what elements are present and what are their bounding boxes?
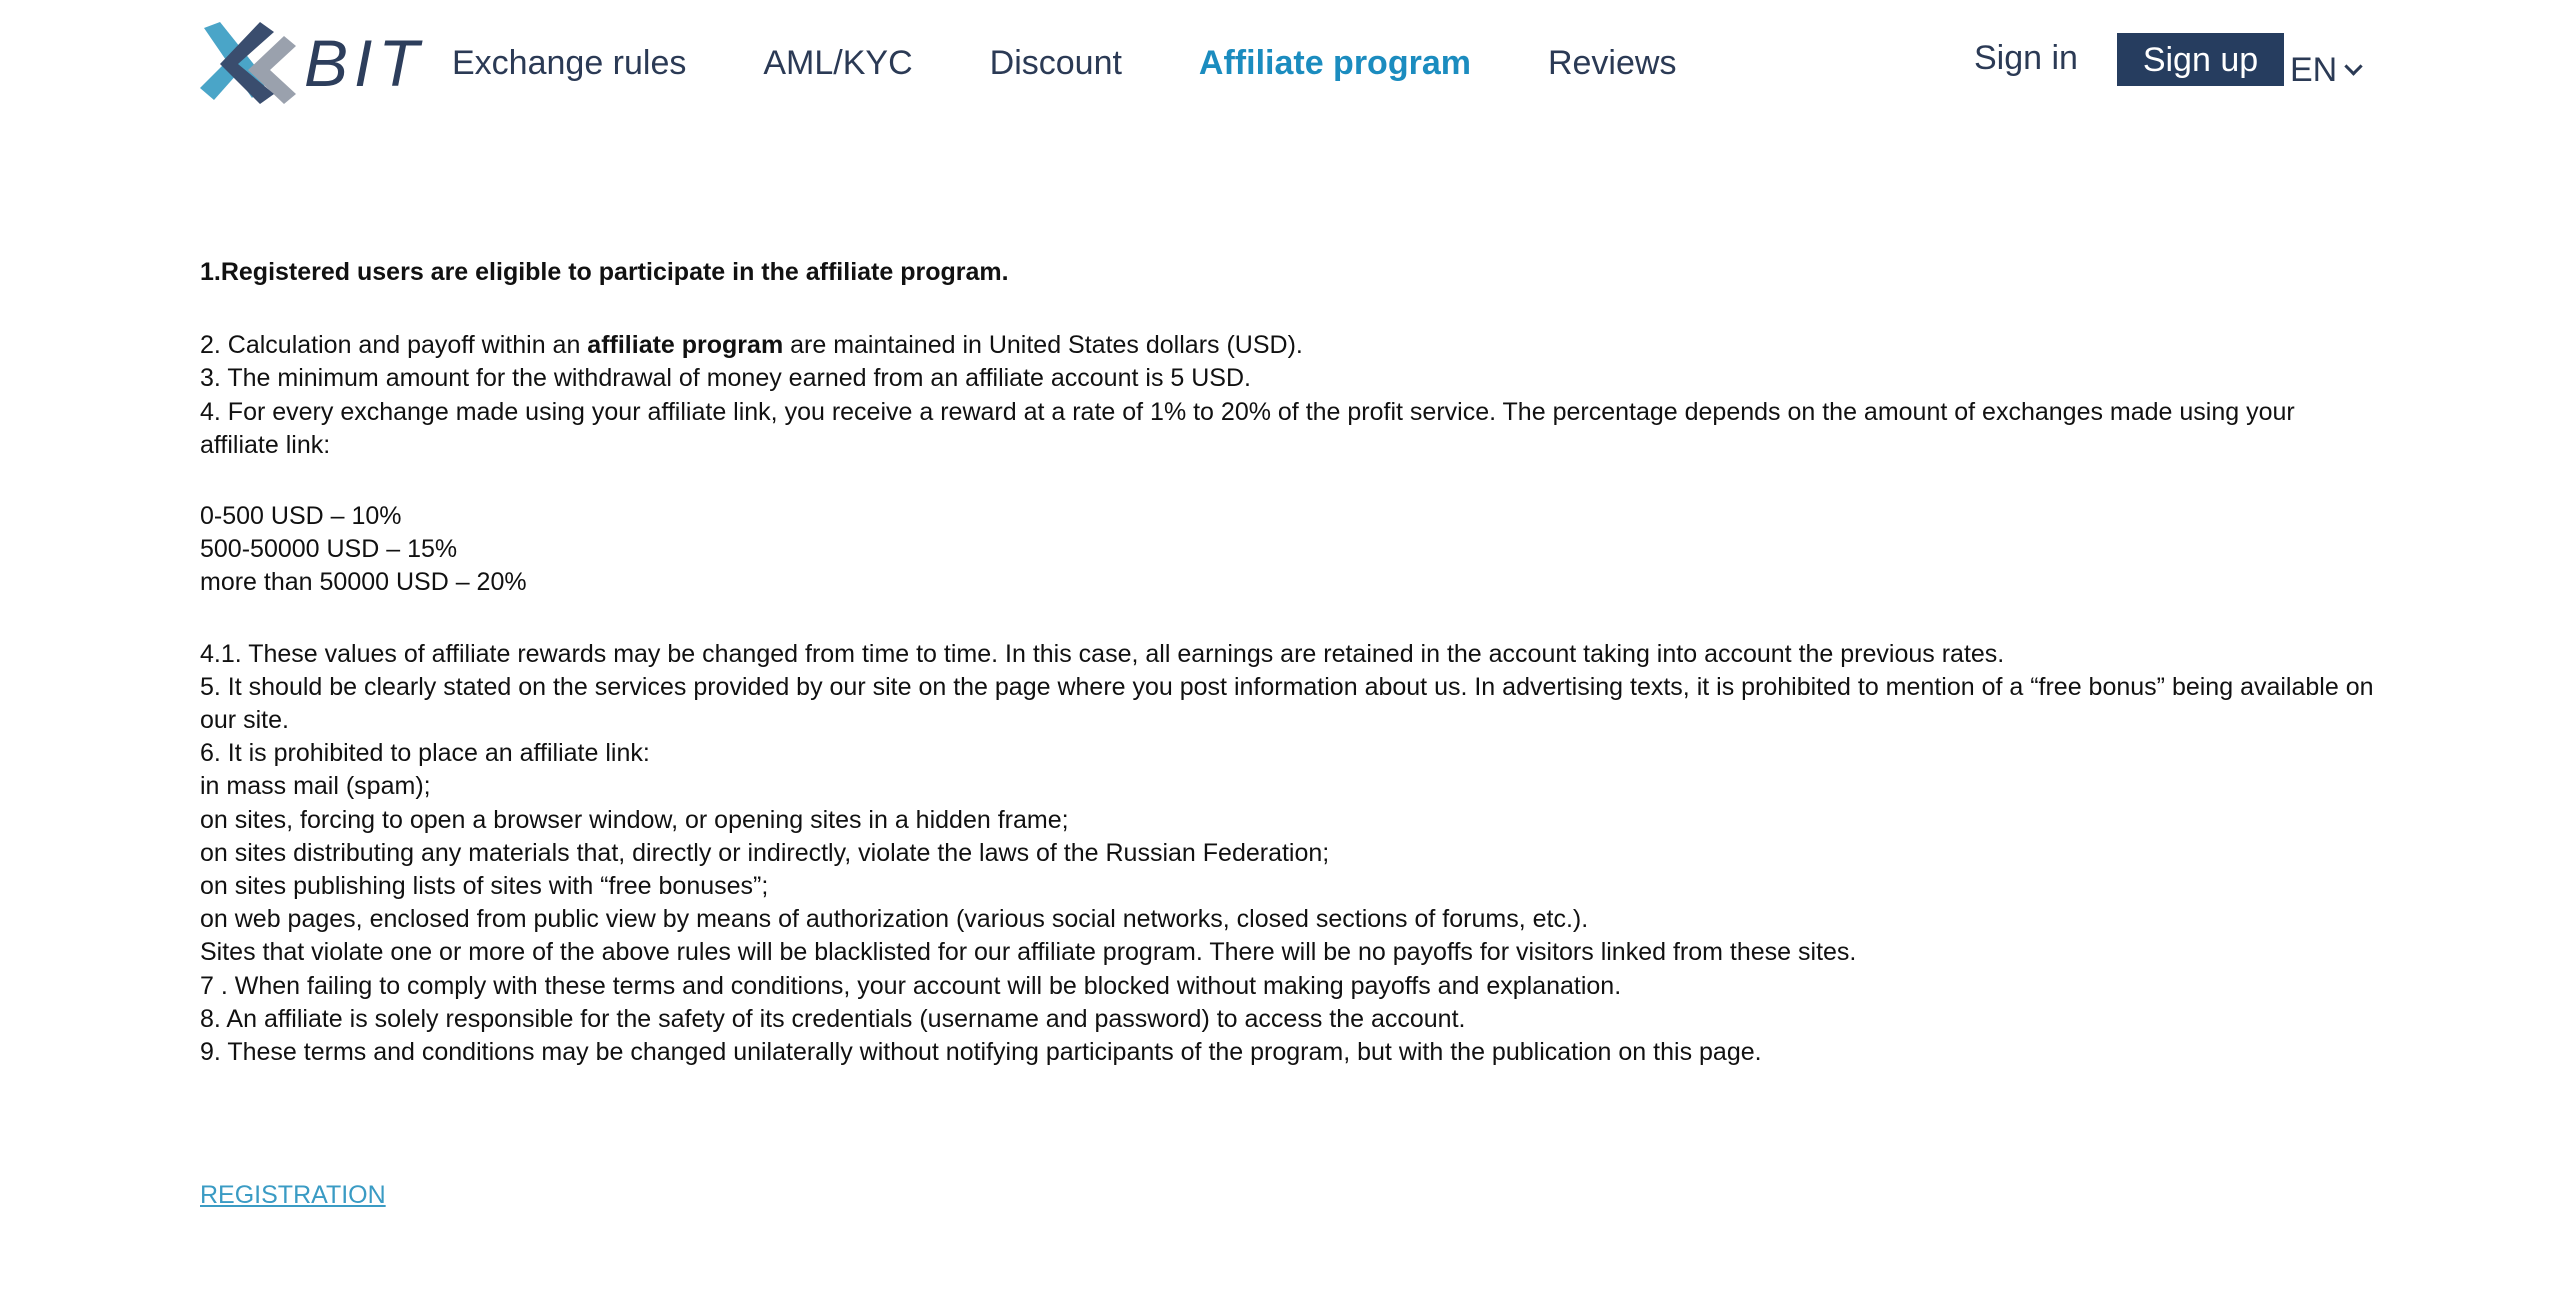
nav-reviews[interactable]: Reviews bbox=[1547, 44, 1677, 82]
term-6-item: in mass mail (spam); bbox=[200, 772, 431, 801]
term-5: 5. It should be clearly stated on the services provided by our site on the page where you post information about us. In advertising texts, it is prohibited to mention of a “free bonus” being available on our site. bbox=[200, 672, 2374, 735]
term-6: 6. It is prohibited to place an affiliate link: bbox=[200, 739, 650, 768]
term-9: 9. These terms and conditions may be changed unilaterally without notifying participants of the program, but with the publication on this page. bbox=[200, 1038, 1762, 1067]
nav-exchange-rules[interactable]: Exchange rules bbox=[452, 44, 687, 82]
term-2 bbox=[200, 329, 2380, 362]
term-3: 3. The minimum amount for the withdrawal of money earned from an affiliate account is 5 USD. bbox=[200, 364, 1251, 393]
sign-in-link[interactable]: Sign in bbox=[1974, 39, 2078, 77]
xbit-logo-icon bbox=[200, 22, 296, 104]
logo[interactable] bbox=[200, 22, 430, 104]
term-7: 7 . When failing to comply with these terms and conditions, your account will be blocked without making payoffs and explanation. bbox=[200, 971, 1622, 1000]
term-4: 4. For every exchange made using your affiliate link, you receive a reward at a rate of 1% to 20% of the profit service. The percentage depends on the amount of exchanges made using your affiliate link: bbox=[200, 397, 2295, 459]
term-6-item: on web pages, enclosed from public view by means of authorization (various social networks, closed sections of forums, etc.). bbox=[200, 905, 1589, 934]
tier-2: 500-50000 USD – 15% bbox=[200, 535, 458, 564]
main-nav bbox=[452, 36, 1753, 90]
chevron-down-icon bbox=[2345, 57, 2363, 75]
term-2-text-end: are maintained in United States dollars (USD). bbox=[783, 331, 1303, 360]
term-6-item: on sites distributing any materials that, directly or indirectly, violate the laws of the Russian Federation; bbox=[200, 838, 1330, 867]
tier-1: 0-500 USD – 10% bbox=[200, 502, 402, 531]
term-6-item: on sites publishing lists of sites with “free bonuses”; bbox=[200, 872, 769, 901]
language-selector[interactable] bbox=[2290, 46, 2360, 94]
term-8: 8. An affiliate is solely responsible for the safety of its credentials (username and password) to access the account. bbox=[200, 1004, 1466, 1033]
registration-link[interactable]: REGISTRATION bbox=[200, 1181, 386, 1209]
affiliate-terms bbox=[200, 256, 2380, 1069]
term-4-1: 4.1. These values of affiliate rewards may be changed from time to time. In this case, all earnings are retained in the account taking into account the previous rates. bbox=[200, 639, 2005, 668]
term-6-item: on sites, forcing to open a browser window, or opening sites in a hidden frame; bbox=[200, 805, 1069, 834]
blacklist-note: Sites that violate one or more of the above rules will be blacklisted for our affiliate program. There will be no payoffs for visitors linked from these sites. bbox=[200, 938, 1857, 967]
nav-discount[interactable]: Discount bbox=[989, 44, 1122, 82]
language-label: EN bbox=[2290, 51, 2338, 89]
term-2-bold: affiliate program bbox=[587, 331, 784, 360]
nav-affiliate-program[interactable]: Affiliate program bbox=[1198, 44, 1471, 82]
nav-aml-kyc[interactable]: AML/KYC bbox=[763, 44, 913, 82]
terms-heading: 1.Registered users are eligible to participate in the affiliate program. bbox=[200, 258, 1009, 286]
logo-text: BIT bbox=[304, 26, 425, 100]
term-2-text: 2. Calculation and payoff within an bbox=[200, 331, 588, 360]
site-header bbox=[0, 0, 2560, 120]
sign-up-button[interactable]: Sign up bbox=[2117, 33, 2284, 86]
tier-3: more than 50000 USD – 20% bbox=[200, 568, 527, 597]
